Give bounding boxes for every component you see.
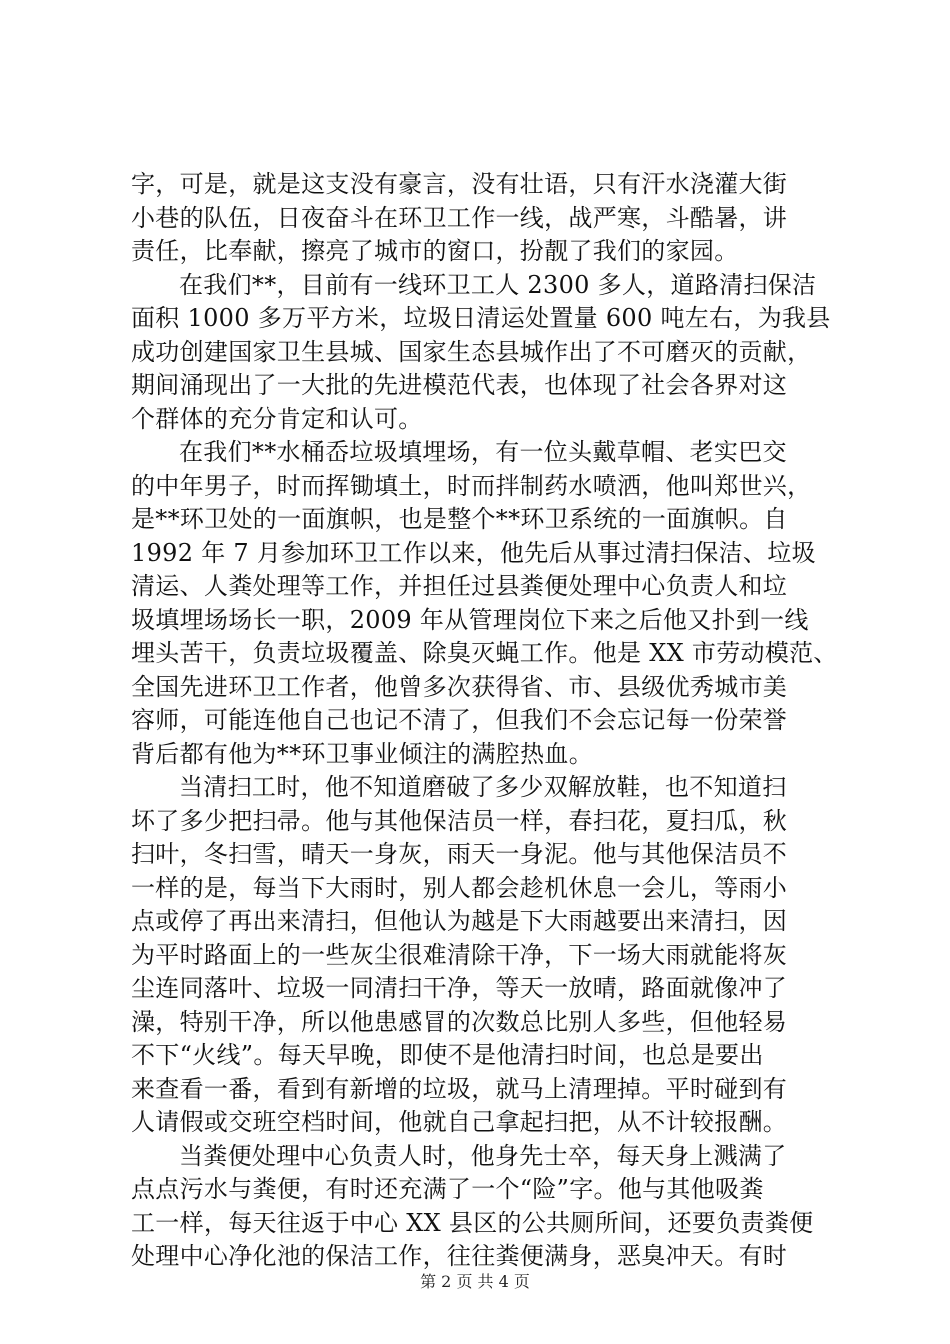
text-line: 点点污水与粪便，有时还充满了一个“险”字。他与其他吸粪 (131, 1175, 764, 1203)
paragraph-start-line: 当清扫工时，他不知道磨破了多少双解放鞋，也不知道扫 (179, 773, 787, 801)
text-line: 澡，特别干净，所以他患感冒的次数总比别人多些，但他轻易 (131, 1007, 788, 1036)
text-line: 1992 年 7 月参加环卫工作以来，他先后从事过清扫保洁、垃圾 (131, 538, 816, 567)
text-line: 面积 1000 多万平方米，垃圾日清运处置量 600 吨左右，为我县 (131, 304, 831, 332)
text-line: 扫叶，冬扫雪，晴天一身灰，雨天一身泥。他与其他保洁员不 (131, 840, 788, 868)
paragraph-start-line: 在我们**水桶岙垃圾填埋场，有一位头戴草帽、老实巴交 (179, 438, 787, 466)
text-line: 工一样，每天往返于中心 XX 县区的公共厕所间，还要负责粪便 (131, 1208, 814, 1237)
text-line: 成功创建国家卫生县城、国家生态县城作出了不可磨灭的贡献， (131, 337, 812, 366)
text-line: 人请假或交班空档时间，他就自己拿起扫把，从不计较报酬。 (131, 1108, 788, 1136)
text-line: 一样的是，每当下大雨时，别人都会趁机休息一会儿，等雨小 (131, 873, 788, 902)
body-text (131, 168, 838, 1274)
text-line: 责任，比奉献，擦亮了城市的窗口，扮靓了我们的家园。 (131, 237, 739, 265)
text-line: 处理中心净化池的保洁工作，往往粪便满身，恶臭冲天。有时 (131, 1242, 788, 1270)
text-line: 小巷的队伍，日夜奋斗在环卫工作一线，战严寒，斗酷暑，讲 (131, 203, 788, 232)
text-line: 坏了多少把扫帚。他与其他保洁员一样，春扫花，夏扫瓜，秋 (131, 806, 788, 835)
page-footer: 第 2 页 共 4 页 (420, 1272, 530, 1291)
text-line: 圾填埋场场长一职，2009 年从管理岗位下来之后他又扑到一线 (131, 605, 809, 634)
text-line: 清运、人粪处理等工作，并担任过县粪便处理中心负责人和垃 (131, 572, 788, 600)
text-line: 为平时路面上的一些灰尘很难清除干净，下一场大雨就能将灰 (131, 940, 788, 969)
paragraph-start-line: 当粪便处理中心负责人时，他身先士卒，每天身上溅满了 (179, 1141, 787, 1170)
text-line: 点或停了再出来清扫，但他认为越是下大雨越要出来清扫，因 (131, 907, 788, 935)
text-line: 个群体的充分肯定和认可。 (131, 404, 423, 433)
paragraph-start-line: 在我们**，目前有一线环卫工人 2300 多人，道路清扫保洁 (179, 270, 817, 299)
text-line: 尘连同落叶、垃圾一同清扫干净，等天一放晴，路面就像冲了 (131, 974, 788, 1002)
text-line: 是**环卫处的一面旗帜，也是整个**环卫系统的一面旗帜。自 (131, 505, 788, 533)
text-line: 的中年男子，时而挥锄填土，时而拌制药水喷洒，他叫郑世兴， (131, 471, 812, 500)
text-line: 来查看一番，看到有新增的垃圾，就马上清理掉。平时碰到有 (131, 1074, 788, 1103)
text-line: 不下“火线”。每天早晚，即使不是他清扫时间，也总是要出 (131, 1041, 764, 1069)
text-line: 容师，可能连他自己也记不清了，但我们不会忘记每一份荣誉 (131, 706, 788, 734)
text-line: 全国先进环卫工作者，他曾多次获得省、市、县级优秀城市美 (131, 672, 788, 701)
text-line: 背后都有他为**环卫事业倾注的满腔热血。 (131, 739, 593, 768)
text-line: 字，可是，就是这支没有豪言，没有壮语，只有汗水浇灌大街 (131, 170, 788, 198)
text-line: 期间涌现出了一大批的先进模范代表，也体现了社会各界对这 (131, 371, 788, 399)
text-line: 埋头苦干，负责垃圾覆盖、除臭灭蝇工作。他是 XX 市劳动模范、 (131, 639, 838, 667)
